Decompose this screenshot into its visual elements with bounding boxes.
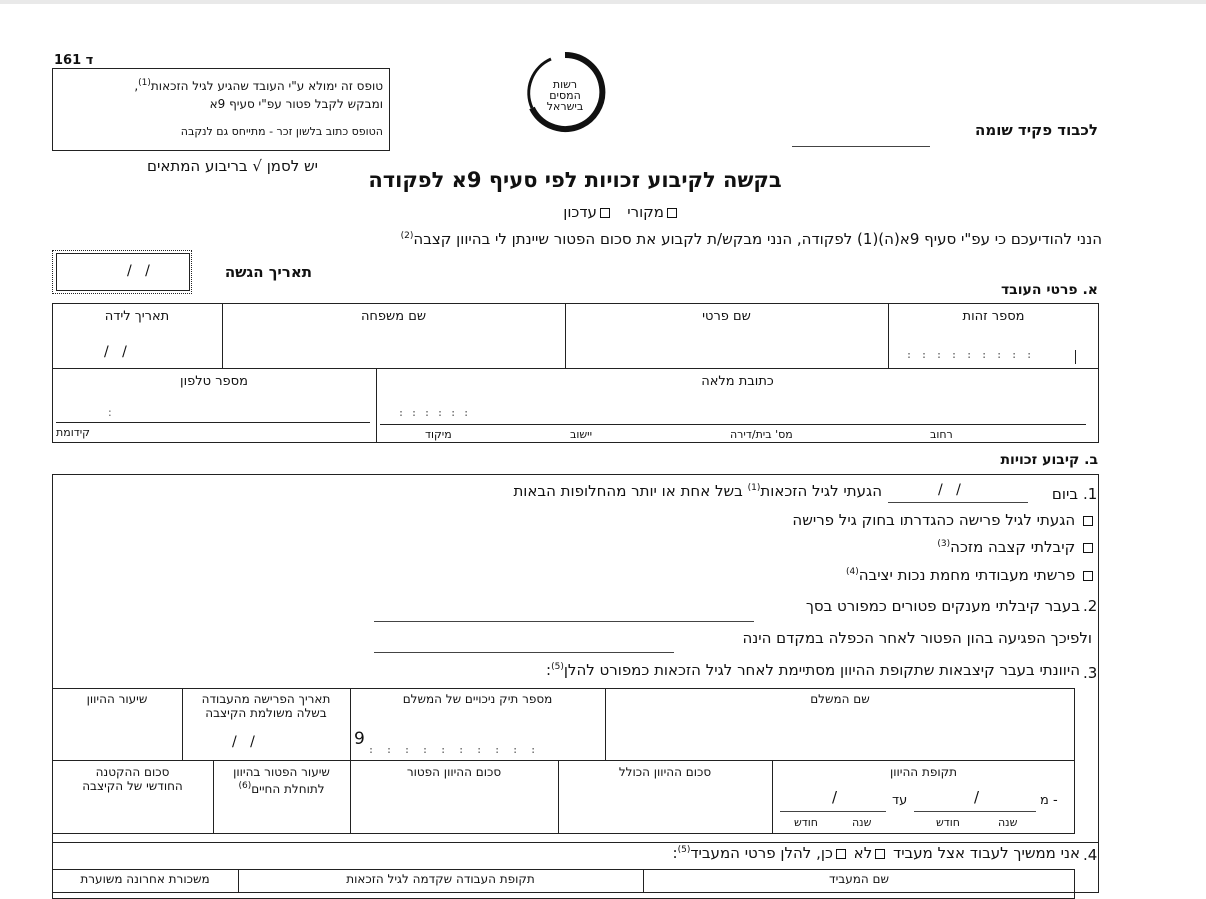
prefix-label: קידומת <box>56 426 90 439</box>
address-dot-guides: :::::: <box>398 408 477 419</box>
reduction-label-1: סכום ההקטנה <box>95 765 170 779</box>
addressee-label: לכבוד פקיד שומה <box>975 121 1098 139</box>
tax-authority-logo <box>523 50 607 134</box>
phone-label: מספר טלפון <box>180 374 248 389</box>
period-until-slash: / <box>832 788 838 806</box>
disability-option: פרשתי מעבודתי מחמת נכות יציבה <box>858 566 1076 584</box>
intro-text: הנני להודיעכם כי עפ"י סעיף 9א(ה)(1) לפקודה, הנני מבקש/ת לקבוע את סכום הפטור שיינתן לי בהיוון קצבה <box>413 230 1102 248</box>
prior-grants-amount-field[interactable] <box>374 621 754 622</box>
employment-period-label: תקופת העבודה שקדמה לגיל הזכאות <box>346 872 535 886</box>
payer-file-prefix: 9 <box>354 729 365 749</box>
payer-name-field[interactable] <box>610 708 1070 756</box>
q2-text: בעבר קיבלתי מענקים פטורים כמפורט בסך <box>805 597 1080 615</box>
exempt-rate-label-1: שיעור הפטור בהיוון <box>233 765 330 779</box>
qualifying-pension-checkbox[interactable] <box>1083 543 1093 553</box>
submission-date-field[interactable] <box>56 253 190 291</box>
q1-date-field[interactable]: / / <box>888 482 1028 503</box>
last-name-field[interactable] <box>228 326 558 364</box>
note-line-2: ומבקש לקבל פטור עפ"י סעיף 9א <box>209 97 383 111</box>
retire-date-label-2: בשלה משולמת הקיצבה <box>205 706 327 720</box>
submission-date-slashes: / / <box>127 263 150 279</box>
until-year-label: שנה <box>852 816 872 829</box>
q4-no-label: לא <box>853 844 873 862</box>
q4-text: אני ממשיך לעבוד אצל מעביד <box>893 844 1080 862</box>
note-line-1-footnote: (1) <box>138 78 151 88</box>
until-month-label: חודש <box>794 816 818 829</box>
exempt-rate-label-2: לתוחלת החיים <box>251 782 325 796</box>
zip-label: מיקוד <box>425 428 452 441</box>
first-name-label: שם פרטי <box>702 309 751 324</box>
estimated-salary-label: משכורת אחרונה משוערת <box>80 872 210 886</box>
full-address-field[interactable] <box>380 392 1086 422</box>
top-strip <box>0 0 1206 4</box>
retire-date-label-1: תאריך הפרישה מהעבודה <box>201 692 331 706</box>
q2-number: .2 <box>1083 597 1098 615</box>
exempt-rate-footnote: (6) <box>238 781 252 791</box>
total-commutation-label: סכום ההיוון הכולל <box>618 765 712 779</box>
birth-date-field[interactable]: / / <box>104 344 127 360</box>
exempt-commutation-label: סכום ההיוון הפטור <box>406 765 502 779</box>
period-from-label: מ - <box>1040 793 1058 808</box>
total-commutation-field[interactable] <box>562 782 768 830</box>
period-from-field[interactable] <box>914 811 1036 812</box>
payer-file-label: מספר תיק ניכויים של המשלם <box>402 692 553 706</box>
assessing-officer-field[interactable] <box>792 146 930 147</box>
birth-date-label: תאריך לידה <box>104 309 170 324</box>
phone-field[interactable] <box>56 392 370 420</box>
phone-divider-dots: : <box>108 406 112 419</box>
city-label: יישוב <box>570 428 593 441</box>
retirement-age-option: הגעתי לגיל פרישה כהגדרתו בחוק גיל פרישה <box>792 511 1076 529</box>
update-checkbox[interactable] <box>600 208 610 218</box>
payer-name-label: שם המשלם <box>810 692 870 706</box>
q1-footnote: (1) <box>747 483 761 493</box>
commutation-rate-field[interactable] <box>56 708 178 756</box>
form-code: ד 161 <box>54 53 94 68</box>
period-until-label: עד <box>892 793 908 808</box>
logo-text-3: בישראל <box>546 100 584 113</box>
q1-number: .1 <box>1083 485 1098 503</box>
commutation-period-label: תקופת ההיוון <box>889 765 958 779</box>
note-line-3: הטופס כתוב בלשון זכר - מתייחס גם לנקבה <box>180 125 383 138</box>
logo-text-1: רשות <box>552 78 578 91</box>
opt2-footnote: (3) <box>937 539 951 549</box>
from-month-label: חודש <box>936 816 960 829</box>
reduction-label-2: החודשי של הקיצבה <box>82 779 183 793</box>
q2-line-2: ולפיכך הפגיעה בהון הפטור לאחר הכפלה במקדם הינה <box>742 629 1092 647</box>
section-a-title: א. פרטי העובד <box>1000 282 1098 298</box>
house-label: מס' בית/דירה <box>730 428 793 441</box>
intro-footnote: (2) <box>400 231 414 241</box>
section-b-title: ב. קיבוע זכויות <box>1000 452 1098 468</box>
qualifying-pension-option: קיבלתי קצבה מזכה <box>950 538 1076 556</box>
form-note-box: טופס זה ימולא ע"י העובד שהגיע לגיל הזכאות$^{(1)}$, ומבקש לקבל פטור עפ"י סעיף 9א הטופס כתוב בלשון זכר - מתייחס גם לנקבה <box>52 68 390 151</box>
q4-footnote: (5) <box>677 845 691 855</box>
payer-file-field[interactable]: :::::::::: <box>368 745 549 756</box>
employer-name-label: שם המעביד <box>829 872 889 886</box>
capital-impact-field[interactable] <box>374 652 674 653</box>
monthly-reduction-field[interactable] <box>56 798 209 830</box>
form-title: בקשה לקיבוע זכויות לפי סעיף 9א לפקודה <box>368 168 782 192</box>
q4-yes-label: כן, להלן פרטי המעביד <box>690 844 833 862</box>
q3-number: .3 <box>1083 664 1098 682</box>
logo-text-2: המסים <box>549 89 581 102</box>
q1-day-label: ביום <box>1051 485 1078 503</box>
opt3-footnote: (4) <box>845 567 859 577</box>
original-label: מקורי <box>627 203 664 221</box>
q1-text-rest: בשל אחת או יותר מהחלופות הבאות <box>513 482 743 500</box>
q1-text: הגעתי לגיל הזכאות <box>760 482 882 500</box>
q4-number: .4 <box>1083 846 1098 864</box>
exempt-commutation-field[interactable] <box>354 782 554 830</box>
mark-instruction: יש לסמן √ בריבוע המתאים <box>147 157 318 175</box>
id-number-label: מספר זהות <box>962 309 1025 324</box>
original-checkbox[interactable] <box>667 208 677 218</box>
full-address-label: כתובת מלאה <box>701 374 774 389</box>
street-label: רחוב <box>930 428 953 441</box>
q3-footnote: (5) <box>551 662 564 672</box>
disability-checkbox[interactable] <box>1083 571 1093 581</box>
period-from-slash: / <box>974 788 980 806</box>
period-until-field[interactable] <box>780 811 886 812</box>
submission-date-label: תאריך הגשה <box>224 263 312 281</box>
update-label: עדכון <box>563 203 597 221</box>
exempt-rate-field[interactable] <box>217 798 346 830</box>
retire-date-field[interactable]: / / <box>232 734 255 750</box>
id-number-field[interactable]: ::::::::: <box>906 350 1042 361</box>
last-name-label: שם משפחה <box>360 309 427 324</box>
q3-text: היוונתי בעבר קיצבאות שתקופת ההיוון מסתיימת לאחר לגיל הזכאות כמפורט להלן <box>563 661 1080 679</box>
note-line-1: טופס זה ימולא ע"י העובד שהגיע לגיל הזכאות <box>150 79 383 93</box>
from-year-label: שנה <box>998 816 1018 829</box>
commutation-rate-label: שיעור ההיוון <box>86 692 148 706</box>
employer-no-checkbox[interactable] <box>875 849 885 859</box>
employer-yes-checkbox[interactable] <box>836 849 846 859</box>
retirement-age-checkbox[interactable] <box>1083 516 1093 526</box>
first-name-field[interactable] <box>570 326 882 364</box>
